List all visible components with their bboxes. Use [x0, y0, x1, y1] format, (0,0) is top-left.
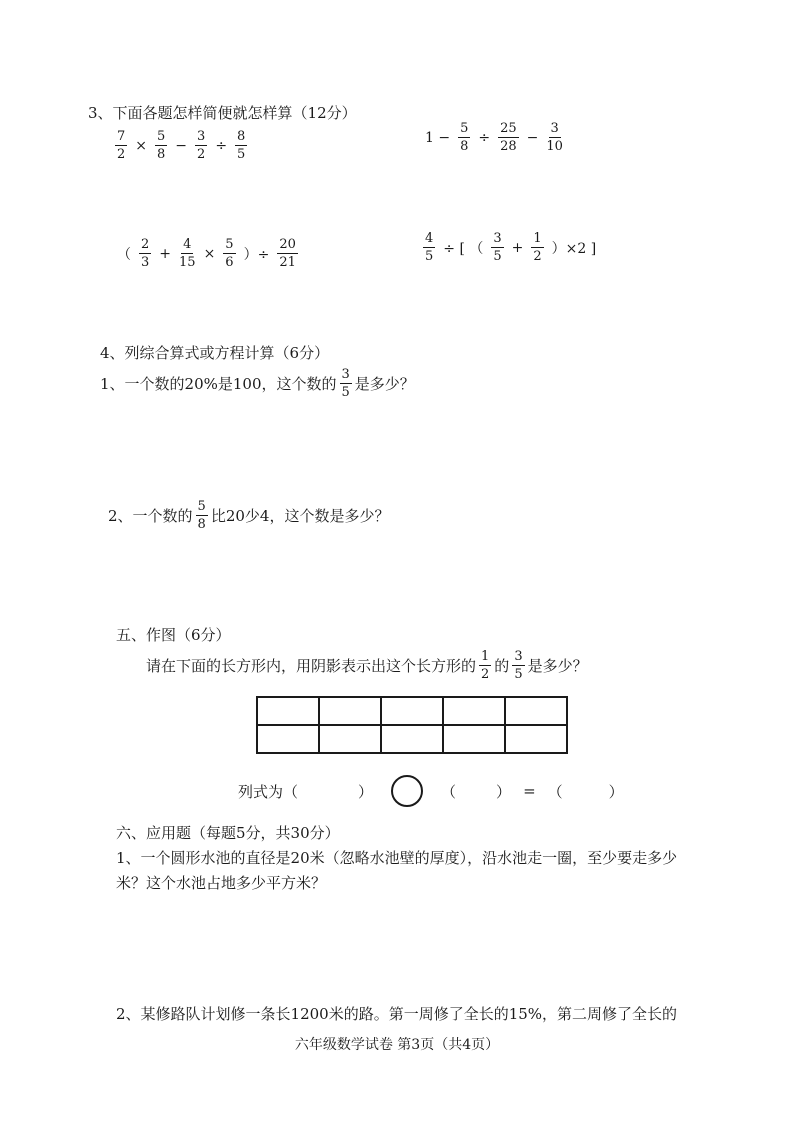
fraction: $\frac{3}{5}$: [514, 649, 523, 682]
fraction: $\frac{5}{8}$: [157, 129, 166, 162]
q3-expression-1: $\frac{7}{2}$ × $\frac{5}{8}$ − $\frac{3}{2}$ ÷ $\frac{8}{5}$: [117, 129, 246, 162]
q3-expression-4: $\frac{4}{5}$ ÷ [ （ $\frac{3}{5}$ + $\frac{1}{2}$ ）×2 ]: [425, 231, 597, 264]
fraction: $\frac{5}{8}$: [460, 121, 469, 154]
q5-formula-row: 列式为（ ） （ ） = （ ）: [238, 775, 624, 807]
fraction: $\frac{25}{28}$: [500, 121, 517, 154]
fraction: $\frac{5}{6}$: [225, 237, 234, 270]
fraction: $\frac{2}{3}$: [141, 237, 150, 270]
fraction: $\frac{1}{2}$: [481, 649, 490, 682]
page-footer: 六年级数学试卷 第3页（共4页）: [294, 1037, 500, 1053]
fraction: $\frac{3}{5}$: [341, 367, 350, 400]
q3-expression-2: 1 − $\frac{5}{8}$ ÷ $\frac{25}{28}$ − $\frac{3}{10}$: [425, 121, 563, 154]
fraction: $\frac{8}{5}$: [237, 129, 246, 162]
fraction: $\frac{20}{21}$: [279, 237, 296, 270]
fraction: $\frac{4}{15}$: [179, 237, 196, 270]
section-5-heading: 五、作图（6分）: [116, 626, 231, 644]
fraction: $\frac{3}{2}$: [197, 129, 206, 162]
q3-expression-3: （ $\frac{2}{3}$ + $\frac{4}{15}$ × $\frac{5}{6}$ ）÷ $\frac{20}{21}$: [117, 237, 296, 270]
drawing-rectangle-grid[interactable]: [256, 696, 568, 754]
q6-problem-1-line-1: 1、一个圆形水池的直径是20米（忽略水池壁的厚度），沿水池走一圈，至少要走多少: [116, 849, 678, 867]
section-4-heading: 4、列综合算式或方程计算（6分）: [100, 344, 330, 362]
q6-problem-2-line-1: 2、某修路队计划修一条长1200米的路。第一周修了全长的15%，第二周修了全长的: [116, 1005, 678, 1023]
section-6-heading: 六、应用题（每题5分，共30分）: [116, 824, 340, 842]
section-3-heading: 3、下面各题怎样简便就怎样算（12分）: [88, 104, 357, 122]
q6-problem-1-line-2: 米？这个水池占地多少平方米？: [116, 874, 327, 892]
fraction: $\frac{3}{10}$: [546, 121, 563, 154]
fraction: $\frac{7}{2}$: [117, 129, 126, 162]
fraction: $\frac{4}{5}$: [425, 231, 434, 264]
fraction: $\frac{3}{5}$: [493, 231, 502, 264]
q4-problem-2: 2、一个数的 $\frac{5}{8}$ 比20少4，这个数是多少？: [108, 499, 390, 532]
fraction: $\frac{5}{8}$: [197, 499, 206, 532]
q4-problem-1: 1、一个数的20%是100，这个数的 $\frac{3}{5}$ 是多少？: [100, 367, 415, 400]
fraction: $\frac{1}{2}$: [533, 231, 542, 264]
q5-instruction: 请在下面的长方形内，用阴影表示出这个长方形的 $\frac{1}{2}$ 的 $\frac{3}{5}$ 是多少？: [146, 649, 588, 682]
operator-circle[interactable]: [391, 775, 423, 807]
